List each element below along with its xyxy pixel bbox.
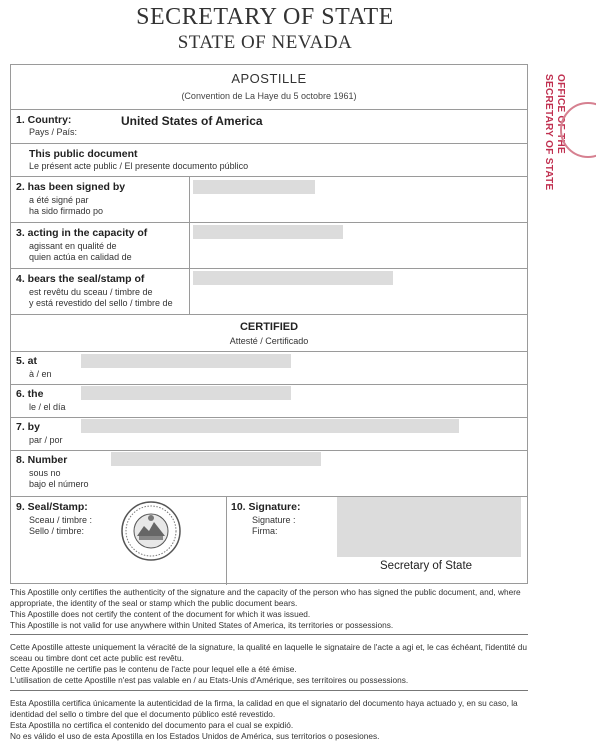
row-divider	[11, 417, 527, 418]
notes-spanish	[10, 698, 528, 742]
redacted-signed-by	[193, 180, 315, 194]
notes-french	[10, 642, 528, 686]
row-divider	[11, 143, 527, 144]
note-line: Cette Apostille ne certifie pas le contenu de l'acte pour lequel elle a été émise.	[10, 664, 297, 674]
note-line: This Apostille is not valid for use anywhere within United States of America, its territories or possessions.	[10, 620, 394, 630]
seal-of-label: 4. bears the seal/stamp of	[16, 273, 145, 285]
apostille-title: APOSTILLE	[231, 71, 307, 86]
office-stamp-line1: OFFICE OF THE	[555, 74, 566, 155]
column-divider	[226, 496, 227, 585]
note-line: identidad del sello o timbre del que el documento público esté revestido.	[10, 709, 276, 719]
note-line: This Apostille does not certify the content of the document for which it was issued.	[10, 609, 311, 619]
public-document-sublabel: Le présent acte public / El presente documento público	[29, 161, 249, 171]
signed-by-sublabel-es: ha sido firmado po	[29, 206, 104, 216]
note-line: This Apostille only certifies the authenticity of the signature and the capacity of the person who has signed the public document, and, where	[10, 587, 521, 597]
by-label: 7. by	[16, 421, 40, 433]
note-line: Cette Apostille atteste uniquement la véracité de la signature, la qualité en laquelle le signataire de l'acte a agi et, le cas échéant, l'identité du	[10, 642, 527, 652]
note-line: L'utilisation de cette Apostille n'est pas valable en / au Etats-Unis d'Amérique, ses territoires ou possessions.	[10, 675, 409, 685]
signer-title: Secretary of State	[380, 560, 473, 572]
redacted-seal-of	[193, 271, 393, 285]
column-divider	[189, 176, 190, 314]
row-divider	[11, 268, 527, 269]
row-divider	[11, 176, 527, 177]
signed-by-label: 2. has been signed by	[16, 181, 126, 193]
apostille-form	[10, 64, 528, 584]
number-sublabel-fr: sous no	[29, 468, 61, 478]
notes-divider	[10, 690, 528, 691]
apostille-subtitle: (Convention de La Haye du 5 octobre 1961)	[181, 91, 357, 101]
row-divider	[11, 314, 527, 315]
capacity-sublabel-es: quien actúa en calidad de	[29, 252, 132, 262]
capacity-label: 3. acting in the capacity of	[16, 227, 148, 239]
redacted-signature	[337, 497, 521, 557]
signature-sublabel-fr: Signature :	[252, 515, 296, 525]
number-sublabel-es: bajo el número	[29, 479, 89, 489]
nevada-seal-icon	[120, 500, 182, 562]
row-divider	[11, 109, 527, 110]
notes-divider	[10, 634, 528, 635]
seal-of-sublabel-es: y está revestido del sello / timbre de	[29, 298, 173, 308]
office-stamp-line2: SECRETARY OF STATE	[543, 74, 554, 191]
at-sublabel: à / en	[29, 369, 52, 379]
redacted-date	[81, 386, 291, 400]
redacted-by	[81, 419, 459, 433]
at-label: 5. at	[16, 355, 38, 367]
header-state-of-nevada: STATE OF NEVADA	[177, 32, 353, 53]
certified-title: CERTIFIED	[239, 321, 299, 333]
country-label: 1. Country:	[16, 114, 72, 126]
note-line: Esta Apostilla no certifica el contenido del documento para el cual se expidió.	[10, 720, 294, 730]
note-line: sceau ou timbre dont cet acte public est revêtu.	[10, 653, 184, 663]
seal-stamp-sublabel-es: Sello / timbre:	[29, 526, 85, 536]
seal-of-sublabel-fr: est revêtu du sceau / timbre de	[29, 287, 153, 297]
redacted-number	[111, 452, 321, 466]
signed-by-sublabel-fr: a été signé par	[29, 195, 89, 205]
row-divider	[11, 351, 527, 352]
country-value: United States of America	[121, 114, 263, 128]
notes-english	[10, 587, 528, 631]
seal-stamp-label: 9. Seal/Stamp:	[16, 501, 88, 513]
row-divider	[11, 384, 527, 385]
note-line: No es válido el uso de esta Apostilla en los Estados Unidos de América, sus territorios o posesiones.	[10, 731, 380, 741]
row-divider	[11, 222, 527, 223]
redacted-at	[81, 354, 291, 368]
note-line: Esta Apostilla certifica únicamente la autenticidad de la firma, la calidad en que el signatario del documento haya actuado y, en su caso, la	[10, 698, 518, 708]
signature-label: 10. Signature:	[231, 501, 301, 513]
by-sublabel: par / por	[29, 435, 63, 445]
date-sublabel: le / el día	[29, 402, 66, 412]
header-secretary-of-state: SECRETARY OF STATE	[136, 4, 394, 30]
seal-stamp-sublabel-fr: Sceau / timbre :	[29, 515, 93, 525]
redacted-capacity	[193, 225, 343, 239]
row-divider	[11, 450, 527, 451]
certified-subtitle: Attesté / Certificado	[229, 336, 309, 346]
country-sublabel: Pays / País:	[29, 127, 78, 137]
note-line: appropriate, the identity of the seal or stamp which the public document bears.	[10, 598, 298, 608]
date-label: 6. the	[16, 388, 44, 400]
capacity-sublabel-fr: agissant en qualité de	[29, 241, 117, 251]
signature-sublabel-es: Firma:	[252, 526, 278, 536]
number-label: 8. Number	[16, 454, 68, 466]
public-document-label: This public document	[29, 148, 138, 160]
